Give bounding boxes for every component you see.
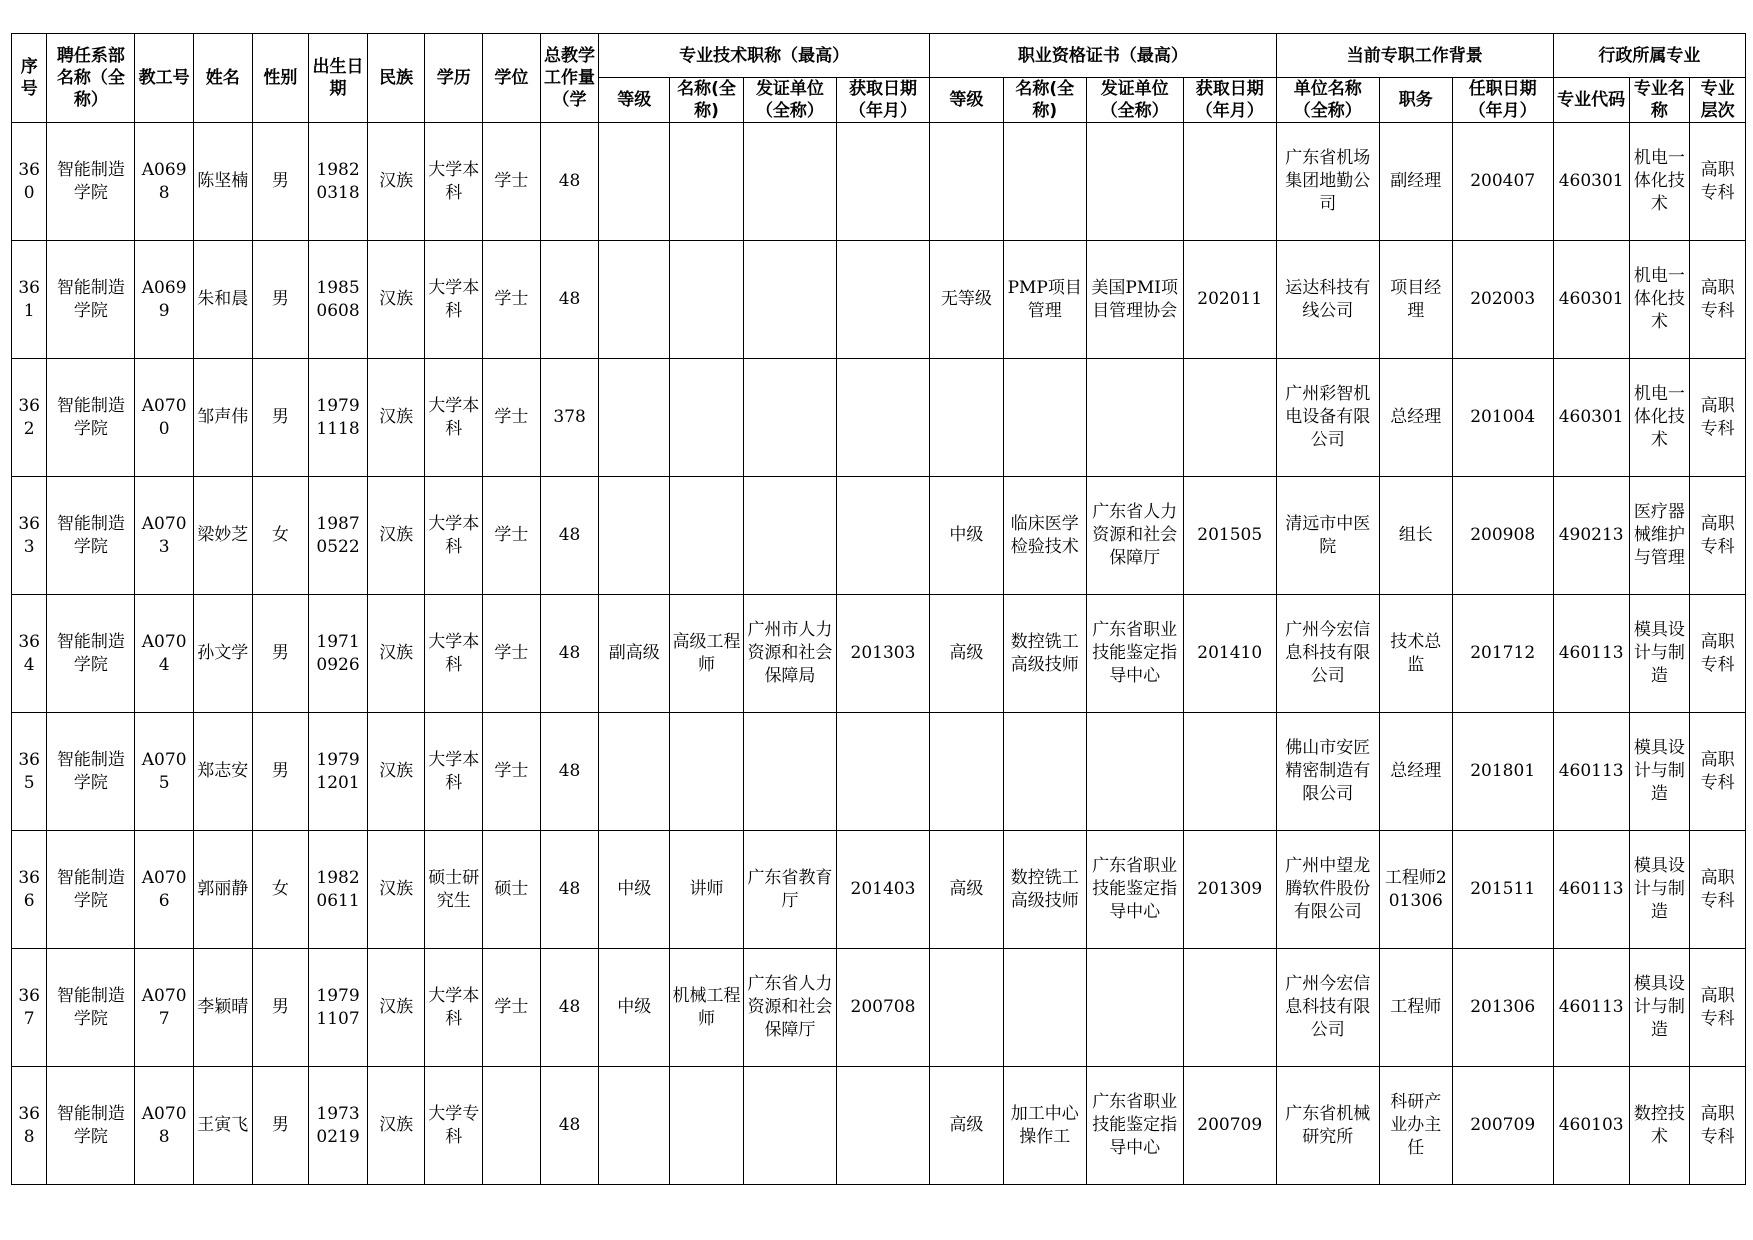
cell-workload: 48 bbox=[540, 477, 599, 595]
cell-name: 郭丽静 bbox=[193, 831, 252, 949]
cell-cert-level bbox=[929, 123, 1003, 241]
cell-seq: 365 bbox=[12, 713, 47, 831]
cell-title-issuer: 广东省教育厅 bbox=[743, 831, 836, 949]
header-group-major: 行政所属专业 bbox=[1553, 34, 1745, 78]
cell-cert-level: 高级 bbox=[929, 1067, 1003, 1185]
cell-major-code: 460113 bbox=[1553, 949, 1629, 1067]
cell-title-name bbox=[670, 359, 744, 477]
table-row bbox=[12, 477, 1746, 595]
cell-job-position: 科研产业办主任 bbox=[1379, 1067, 1452, 1185]
cell-gender: 男 bbox=[252, 949, 309, 1067]
cell-major-code: 460103 bbox=[1553, 1067, 1629, 1185]
cell-title-issuer bbox=[743, 713, 836, 831]
cell-ethnicity: 汉族 bbox=[367, 359, 425, 477]
cell-education: 大学本科 bbox=[425, 477, 483, 595]
cell-workload: 48 bbox=[540, 123, 599, 241]
table-header bbox=[12, 34, 1746, 123]
cell-education: 大学本科 bbox=[425, 595, 483, 713]
cell-major-level: 高职专科 bbox=[1690, 359, 1746, 477]
cell-major-level: 高职专科 bbox=[1690, 713, 1746, 831]
cell-cert-date: 201505 bbox=[1183, 477, 1276, 595]
cell-title-level: 中级 bbox=[599, 949, 670, 1067]
cell-job-position: 工程师 bbox=[1379, 949, 1452, 1067]
cell-workload: 48 bbox=[540, 241, 599, 359]
header-gender: 性别 bbox=[252, 34, 309, 123]
header-workload: 总教学工作量（学 bbox=[540, 34, 599, 123]
cell-cert-name bbox=[1003, 949, 1086, 1067]
cell-major-name: 医疗器械维护与管理 bbox=[1629, 477, 1690, 595]
cell-job-employer: 广东省机场集团地勤公司 bbox=[1276, 123, 1379, 241]
cell-cert-issuer bbox=[1086, 123, 1183, 241]
header-dept: 聘任系部名称（全称） bbox=[47, 34, 135, 123]
cell-major-level: 高职专科 bbox=[1690, 949, 1746, 1067]
cell-workload: 48 bbox=[540, 831, 599, 949]
cell-birth: 19710926 bbox=[309, 595, 368, 713]
cell-title-date: 201303 bbox=[836, 595, 929, 713]
cell-title-issuer: 广东省人力资源和社会保障厅 bbox=[743, 949, 836, 1067]
cell-job-date: 200407 bbox=[1452, 123, 1553, 241]
cell-birth: 19791201 bbox=[309, 713, 368, 831]
cell-cert-level: 高级 bbox=[929, 595, 1003, 713]
cell-gender: 男 bbox=[252, 713, 309, 831]
table-row bbox=[12, 359, 1746, 477]
cell-degree: 硕士 bbox=[483, 831, 541, 949]
cell-education: 硕士研究生 bbox=[425, 831, 483, 949]
cell-major-level: 高职专科 bbox=[1690, 123, 1746, 241]
cell-cert-name: 数控铣工高级技师 bbox=[1003, 595, 1086, 713]
cell-gender: 男 bbox=[252, 241, 309, 359]
cell-job-date: 201004 bbox=[1452, 359, 1553, 477]
cell-major-name: 模具设计与制造 bbox=[1629, 595, 1690, 713]
cell-job-employer: 清远市中医院 bbox=[1276, 477, 1379, 595]
cell-dept: 智能制造学院 bbox=[47, 949, 135, 1067]
header-education: 学历 bbox=[425, 34, 483, 123]
cell-title-name: 机械工程师 bbox=[670, 949, 744, 1067]
cell-gender: 男 bbox=[252, 359, 309, 477]
table-row bbox=[12, 1067, 1746, 1185]
cell-degree: 学士 bbox=[483, 713, 541, 831]
cell-cert-date: 201309 bbox=[1183, 831, 1276, 949]
cell-cert-issuer: 广东省人力资源和社会保障厅 bbox=[1086, 477, 1183, 595]
cell-dept: 智能制造学院 bbox=[47, 241, 135, 359]
cell-birth: 19791107 bbox=[309, 949, 368, 1067]
cell-dept: 智能制造学院 bbox=[47, 1067, 135, 1185]
cell-cert-level: 中级 bbox=[929, 477, 1003, 595]
header-title-level: 等级 bbox=[599, 78, 670, 123]
cell-major-level: 高职专科 bbox=[1690, 1067, 1746, 1185]
cell-birth: 19730219 bbox=[309, 1067, 368, 1185]
cell-birth: 19820318 bbox=[309, 123, 368, 241]
cell-seq: 366 bbox=[12, 831, 47, 949]
cell-cert-level: 无等级 bbox=[929, 241, 1003, 359]
cell-education: 大学本科 bbox=[425, 949, 483, 1067]
cell-cert-level bbox=[929, 713, 1003, 831]
cell-cert-issuer: 广东省职业技能鉴定指导中心 bbox=[1086, 1067, 1183, 1185]
cell-major-code: 460301 bbox=[1553, 123, 1629, 241]
cell-major-name: 数控技术 bbox=[1629, 1067, 1690, 1185]
cell-workload: 48 bbox=[540, 595, 599, 713]
cell-staff-id: A0706 bbox=[135, 831, 194, 949]
cell-job-employer: 广州彩智机电设备有限公司 bbox=[1276, 359, 1379, 477]
cell-major-name: 模具设计与制造 bbox=[1629, 949, 1690, 1067]
cell-job-employer: 广东省机械研究所 bbox=[1276, 1067, 1379, 1185]
cell-major-code: 460301 bbox=[1553, 241, 1629, 359]
cell-ethnicity: 汉族 bbox=[367, 123, 425, 241]
cell-name: 朱和晨 bbox=[193, 241, 252, 359]
cell-dept: 智能制造学院 bbox=[47, 831, 135, 949]
header-cert-issuer: 发证单位（全称） bbox=[1086, 78, 1183, 123]
cell-job-position: 组长 bbox=[1379, 477, 1452, 595]
cell-workload: 48 bbox=[540, 713, 599, 831]
cell-ethnicity: 汉族 bbox=[367, 241, 425, 359]
cell-seq: 362 bbox=[12, 359, 47, 477]
cell-degree bbox=[483, 1067, 541, 1185]
cell-ethnicity: 汉族 bbox=[367, 949, 425, 1067]
cell-title-issuer bbox=[743, 241, 836, 359]
cell-title-level bbox=[599, 359, 670, 477]
cell-major-level: 高职专科 bbox=[1690, 241, 1746, 359]
cell-staff-id: A0699 bbox=[135, 241, 194, 359]
cell-title-name: 高级工程师 bbox=[670, 595, 744, 713]
header-title-date: 获取日期（年月） bbox=[836, 78, 929, 123]
cell-title-date bbox=[836, 359, 929, 477]
cell-title-name bbox=[670, 713, 744, 831]
cell-cert-level bbox=[929, 359, 1003, 477]
cell-title-date bbox=[836, 477, 929, 595]
cell-major-code: 460301 bbox=[1553, 359, 1629, 477]
cell-cert-date: 200709 bbox=[1183, 1067, 1276, 1185]
cell-major-name: 机电一体化技术 bbox=[1629, 359, 1690, 477]
cell-title-level: 副高级 bbox=[599, 595, 670, 713]
header-title-issuer: 发证单位（全称） bbox=[743, 78, 836, 123]
cell-cert-name bbox=[1003, 359, 1086, 477]
header-job-date: 任职日期（年月） bbox=[1452, 78, 1553, 123]
cell-education: 大学专科 bbox=[425, 1067, 483, 1185]
cell-seq: 367 bbox=[12, 949, 47, 1067]
cell-major-name: 机电一体化技术 bbox=[1629, 123, 1690, 241]
cell-seq: 364 bbox=[12, 595, 47, 713]
cell-ethnicity: 汉族 bbox=[367, 713, 425, 831]
cell-job-date: 202003 bbox=[1452, 241, 1553, 359]
cell-cert-name: 临床医学检验技术 bbox=[1003, 477, 1086, 595]
cell-workload: 48 bbox=[540, 1067, 599, 1185]
cell-major-name: 模具设计与制造 bbox=[1629, 713, 1690, 831]
cell-title-date bbox=[836, 123, 929, 241]
cell-dept: 智能制造学院 bbox=[47, 595, 135, 713]
cell-cert-issuer: 广东省职业技能鉴定指导中心 bbox=[1086, 831, 1183, 949]
table-row bbox=[12, 123, 1746, 241]
cell-gender: 男 bbox=[252, 123, 309, 241]
cell-cert-date bbox=[1183, 123, 1276, 241]
cell-cert-date: 202011 bbox=[1183, 241, 1276, 359]
table-row bbox=[12, 595, 1746, 713]
cell-cert-name: 加工中心操作工 bbox=[1003, 1067, 1086, 1185]
header-cert-level: 等级 bbox=[929, 78, 1003, 123]
cell-name: 郑志安 bbox=[193, 713, 252, 831]
cell-staff-id: A0698 bbox=[135, 123, 194, 241]
cell-major-level: 高职专科 bbox=[1690, 477, 1746, 595]
cell-cert-issuer bbox=[1086, 949, 1183, 1067]
cell-title-issuer bbox=[743, 1067, 836, 1185]
cell-birth: 19850608 bbox=[309, 241, 368, 359]
header-job-position: 职务 bbox=[1379, 78, 1452, 123]
cell-education: 大学本科 bbox=[425, 123, 483, 241]
cell-title-date bbox=[836, 713, 929, 831]
cell-title-name: 讲师 bbox=[670, 831, 744, 949]
cell-birth: 19791118 bbox=[309, 359, 368, 477]
header-major-code: 专业代码 bbox=[1553, 78, 1629, 123]
cell-job-date: 200709 bbox=[1452, 1067, 1553, 1185]
cell-degree: 学士 bbox=[483, 241, 541, 359]
cell-ethnicity: 汉族 bbox=[367, 1067, 425, 1185]
cell-ethnicity: 汉族 bbox=[367, 477, 425, 595]
cell-workload: 378 bbox=[540, 359, 599, 477]
cell-major-name: 机电一体化技术 bbox=[1629, 241, 1690, 359]
cell-degree: 学士 bbox=[483, 949, 541, 1067]
cell-title-level: 中级 bbox=[599, 831, 670, 949]
cell-title-level bbox=[599, 241, 670, 359]
cell-job-position: 副经理 bbox=[1379, 123, 1452, 241]
cell-name: 陈坚楠 bbox=[193, 123, 252, 241]
cell-cert-date bbox=[1183, 359, 1276, 477]
header-group-title: 专业技术职称（最高） bbox=[599, 34, 930, 78]
cell-title-level bbox=[599, 477, 670, 595]
header-job-employer: 单位名称（全称） bbox=[1276, 78, 1379, 123]
table-row bbox=[12, 713, 1746, 831]
cell-job-position: 工程师201306 bbox=[1379, 831, 1452, 949]
cell-job-date: 200908 bbox=[1452, 477, 1553, 595]
cell-cert-issuer bbox=[1086, 713, 1183, 831]
cell-cert-name bbox=[1003, 123, 1086, 241]
cell-staff-id: A0705 bbox=[135, 713, 194, 831]
cell-birth: 19820611 bbox=[309, 831, 368, 949]
cell-gender: 女 bbox=[252, 477, 309, 595]
header-degree: 学位 bbox=[483, 34, 541, 123]
cell-cert-level bbox=[929, 949, 1003, 1067]
header-birth: 出生日期 bbox=[309, 34, 368, 123]
cell-name: 孙文学 bbox=[193, 595, 252, 713]
cell-major-code: 490213 bbox=[1553, 477, 1629, 595]
header-group-cert: 职业资格证书（最高） bbox=[929, 34, 1276, 78]
cell-education: 大学本科 bbox=[425, 241, 483, 359]
cell-education: 大学本科 bbox=[425, 713, 483, 831]
cell-cert-date bbox=[1183, 713, 1276, 831]
cell-job-employer: 广州今宏信息科技有限公司 bbox=[1276, 595, 1379, 713]
cell-dept: 智能制造学院 bbox=[47, 713, 135, 831]
cell-staff-id: A0700 bbox=[135, 359, 194, 477]
cell-cert-date bbox=[1183, 949, 1276, 1067]
cell-cert-issuer bbox=[1086, 359, 1183, 477]
cell-name: 王寅飞 bbox=[193, 1067, 252, 1185]
header-staff-id: 教工号 bbox=[135, 34, 194, 123]
staff-table bbox=[11, 33, 1746, 1185]
table-row bbox=[12, 241, 1746, 359]
cell-name: 邹声伟 bbox=[193, 359, 252, 477]
cell-job-date: 201306 bbox=[1452, 949, 1553, 1067]
cell-job-employer: 广州今宏信息科技有限公司 bbox=[1276, 949, 1379, 1067]
cell-job-date: 201511 bbox=[1452, 831, 1553, 949]
header-ethnicity: 民族 bbox=[367, 34, 425, 123]
cell-title-date: 201403 bbox=[836, 831, 929, 949]
cell-title-issuer bbox=[743, 123, 836, 241]
table-body bbox=[12, 123, 1746, 1185]
header-cert-date: 获取日期（年月） bbox=[1183, 78, 1276, 123]
header-seq: 序号 bbox=[12, 34, 47, 123]
cell-major-level: 高职专科 bbox=[1690, 595, 1746, 713]
table-row bbox=[12, 831, 1746, 949]
header-title-name: 名称(全称) bbox=[670, 78, 744, 123]
cell-workload: 48 bbox=[540, 949, 599, 1067]
cell-title-name bbox=[670, 1067, 744, 1185]
cell-cert-name: PMP项目管理 bbox=[1003, 241, 1086, 359]
cell-title-date: 200708 bbox=[836, 949, 929, 1067]
cell-major-level: 高职专科 bbox=[1690, 831, 1746, 949]
cell-title-level bbox=[599, 713, 670, 831]
cell-dept: 智能制造学院 bbox=[47, 123, 135, 241]
cell-ethnicity: 汉族 bbox=[367, 595, 425, 713]
cell-dept: 智能制造学院 bbox=[47, 477, 135, 595]
cell-cert-level: 高级 bbox=[929, 831, 1003, 949]
header-group-job: 当前专职工作背景 bbox=[1276, 34, 1553, 78]
cell-staff-id: A0708 bbox=[135, 1067, 194, 1185]
cell-job-position: 总经理 bbox=[1379, 713, 1452, 831]
cell-major-code: 460113 bbox=[1553, 595, 1629, 713]
cell-title-name bbox=[670, 123, 744, 241]
cell-title-issuer bbox=[743, 359, 836, 477]
cell-cert-issuer: 广东省职业技能鉴定指导中心 bbox=[1086, 595, 1183, 713]
cell-cert-date: 201410 bbox=[1183, 595, 1276, 713]
cell-seq: 360 bbox=[12, 123, 47, 241]
cell-gender: 女 bbox=[252, 831, 309, 949]
header-cert-name: 名称(全称) bbox=[1003, 78, 1086, 123]
cell-gender: 男 bbox=[252, 595, 309, 713]
cell-title-date bbox=[836, 1067, 929, 1185]
cell-staff-id: A0703 bbox=[135, 477, 194, 595]
cell-degree: 学士 bbox=[483, 477, 541, 595]
cell-major-code: 460113 bbox=[1553, 831, 1629, 949]
cell-major-code: 460113 bbox=[1553, 713, 1629, 831]
cell-title-level bbox=[599, 1067, 670, 1185]
cell-education: 大学本科 bbox=[425, 359, 483, 477]
header-major-name: 专业名称 bbox=[1629, 78, 1690, 123]
cell-name: 李颖晴 bbox=[193, 949, 252, 1067]
cell-staff-id: A0704 bbox=[135, 595, 194, 713]
cell-staff-id: A0707 bbox=[135, 949, 194, 1067]
cell-title-name bbox=[670, 477, 744, 595]
cell-cert-name bbox=[1003, 713, 1086, 831]
cell-job-date: 201712 bbox=[1452, 595, 1553, 713]
cell-seq: 361 bbox=[12, 241, 47, 359]
cell-seq: 363 bbox=[12, 477, 47, 595]
cell-job-position: 总经理 bbox=[1379, 359, 1452, 477]
cell-job-employer: 运达科技有线公司 bbox=[1276, 241, 1379, 359]
cell-gender: 男 bbox=[252, 1067, 309, 1185]
cell-major-name: 模具设计与制造 bbox=[1629, 831, 1690, 949]
table-row bbox=[12, 949, 1746, 1067]
cell-title-issuer: 广州市人力资源和社会保障局 bbox=[743, 595, 836, 713]
cell-job-position: 技术总监 bbox=[1379, 595, 1452, 713]
header-name: 姓名 bbox=[193, 34, 252, 123]
cell-name: 梁妙芝 bbox=[193, 477, 252, 595]
cell-title-date bbox=[836, 241, 929, 359]
cell-dept: 智能制造学院 bbox=[47, 359, 135, 477]
cell-title-level bbox=[599, 123, 670, 241]
cell-cert-name: 数控铣工高级技师 bbox=[1003, 831, 1086, 949]
cell-job-date: 201801 bbox=[1452, 713, 1553, 831]
cell-ethnicity: 汉族 bbox=[367, 831, 425, 949]
cell-title-name bbox=[670, 241, 744, 359]
header-major-level: 专业层次 bbox=[1690, 78, 1746, 123]
cell-birth: 19870522 bbox=[309, 477, 368, 595]
cell-job-employer: 佛山市安匠精密制造有限公司 bbox=[1276, 713, 1379, 831]
cell-degree: 学士 bbox=[483, 123, 541, 241]
cell-degree: 学士 bbox=[483, 359, 541, 477]
cell-seq: 368 bbox=[12, 1067, 47, 1185]
cell-cert-issuer: 美国PMI项目管理协会 bbox=[1086, 241, 1183, 359]
cell-degree: 学士 bbox=[483, 595, 541, 713]
cell-job-position: 项目经理 bbox=[1379, 241, 1452, 359]
cell-job-employer: 广州中望龙腾软件股份有限公司 bbox=[1276, 831, 1379, 949]
cell-title-issuer bbox=[743, 477, 836, 595]
